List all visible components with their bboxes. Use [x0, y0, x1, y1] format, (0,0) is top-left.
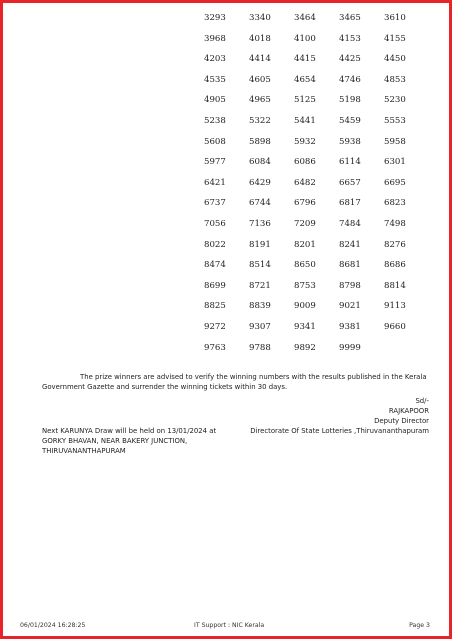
winning-number: 9763 — [204, 342, 226, 353]
winning-number: 8825 — [204, 301, 226, 312]
winning-number: 4100 — [294, 33, 316, 44]
next-draw-venue: GORKY BHAVAN, NEAR BAKERY JUNCTION, — [42, 437, 188, 445]
winning-number: 7484 — [339, 218, 361, 229]
winning-number: 5938 — [339, 136, 361, 147]
winning-number: 6301 — [384, 157, 406, 168]
winning-number: 8839 — [249, 301, 271, 312]
winning-number: 5230 — [384, 95, 406, 106]
winning-numbers-grid — [204, 13, 429, 363]
winning-number: 8753 — [294, 280, 316, 291]
winning-number: 9788 — [249, 342, 271, 353]
winning-number: 9307 — [249, 321, 271, 332]
winning-number: 5238 — [204, 115, 226, 126]
number-row — [204, 157, 429, 178]
winning-number: 6796 — [294, 198, 316, 209]
winning-number: 4450 — [384, 54, 406, 65]
number-row — [204, 178, 429, 199]
winning-number: 5198 — [339, 95, 361, 106]
winning-number: 4155 — [384, 33, 406, 44]
winning-number: 3340 — [249, 13, 271, 23]
winning-number: 9272 — [204, 321, 226, 332]
winning-number: 6695 — [384, 177, 406, 188]
winning-number: 4425 — [339, 54, 361, 65]
number-row — [204, 137, 429, 158]
signatory-department: Directorate Of State Lotteries ,Thiruvananthapuram — [250, 427, 429, 435]
winning-number: 3465 — [339, 13, 361, 23]
winning-number: 3293 — [204, 13, 226, 23]
winning-number: 4203 — [204, 54, 226, 65]
notice-line-1: The prize winners are advised to verify the winning numbers with the results published in the Kerala — [80, 373, 427, 381]
number-row — [204, 34, 429, 55]
winning-number: 6421 — [204, 177, 226, 188]
winning-number: 8201 — [294, 239, 316, 250]
winning-number: 4905 — [204, 95, 226, 106]
winning-number: 6744 — [249, 198, 271, 209]
signatory-designation: Deputy Director — [374, 417, 429, 425]
winning-number: 9113 — [384, 301, 406, 312]
winning-number: 5898 — [249, 136, 271, 147]
winning-number: 8699 — [204, 280, 226, 291]
winning-number: 7209 — [294, 218, 316, 229]
winning-number: 6482 — [294, 177, 316, 188]
number-row — [204, 116, 429, 137]
footer-support: IT Support : NIC Kerala — [194, 622, 265, 629]
winning-number: 8721 — [249, 280, 271, 291]
winning-number: 8191 — [249, 239, 271, 250]
winning-number: 4415 — [294, 54, 316, 65]
winning-number: 5125 — [294, 95, 316, 106]
winning-number: 8474 — [204, 260, 226, 271]
number-row — [204, 95, 429, 116]
number-row — [204, 240, 429, 261]
winning-number: 5977 — [204, 157, 226, 168]
winning-number: 6114 — [339, 157, 361, 168]
winning-number: 4605 — [249, 74, 271, 85]
winning-number: 4414 — [249, 54, 271, 65]
winning-number: 6737 — [204, 198, 226, 209]
winning-number: 6429 — [249, 177, 271, 188]
next-draw-city: THIRUVANANTHAPURAM — [42, 447, 126, 455]
footer-page-number: Page 3 — [409, 622, 430, 629]
winning-number: 7056 — [204, 218, 226, 229]
winning-number: 9381 — [339, 321, 361, 332]
winning-number: 9892 — [294, 342, 316, 353]
number-row — [204, 281, 429, 302]
winning-number: 5608 — [204, 136, 226, 147]
winning-number: 8686 — [384, 260, 406, 271]
signatory-name: RAJKAPOOR — [388, 407, 429, 415]
winning-number: 7498 — [384, 218, 406, 229]
winning-number: 8798 — [339, 280, 361, 291]
winning-number: 5553 — [384, 115, 406, 126]
number-row — [204, 75, 429, 96]
winning-number: 6086 — [294, 157, 316, 168]
winning-number: 5932 — [294, 136, 316, 147]
winning-number: 3968 — [204, 33, 226, 44]
winning-number: 3610 — [384, 13, 406, 23]
winning-number: 4746 — [339, 74, 361, 85]
winning-number: 8022 — [204, 239, 226, 250]
winning-number: 3464 — [294, 13, 316, 23]
number-row — [204, 301, 429, 322]
winning-number: 4153 — [339, 33, 361, 44]
winning-number: 4535 — [204, 74, 226, 85]
number-row — [204, 198, 429, 219]
number-row — [204, 13, 429, 34]
winning-number: 6817 — [339, 198, 361, 209]
winning-number: 5322 — [249, 115, 271, 126]
winning-number: 4654 — [294, 74, 316, 85]
winning-number: 4018 — [249, 33, 271, 44]
number-row — [204, 343, 429, 364]
signature-sd: Sd/- — [415, 397, 429, 405]
winning-number: 8276 — [384, 239, 406, 250]
winning-number: 6823 — [384, 198, 406, 209]
winning-number: 5958 — [384, 136, 406, 147]
winning-number: 4965 — [249, 95, 271, 106]
winning-number: 9660 — [384, 321, 406, 332]
winning-number: 9009 — [294, 301, 316, 312]
winning-number: 9341 — [294, 321, 316, 332]
winning-number: 5459 — [339, 115, 361, 126]
winning-number: 6084 — [249, 157, 271, 168]
winning-number: 8514 — [249, 260, 271, 271]
winning-number: 9021 — [339, 301, 361, 312]
winning-number: 7136 — [249, 218, 271, 229]
winning-number: 8681 — [339, 260, 361, 271]
next-draw-line-1: Next KARUNYA Draw will be held on 13/01/2024 at — [42, 427, 217, 435]
winning-number: 8241 — [339, 239, 361, 250]
winning-number: 8650 — [294, 260, 316, 271]
winning-number: 5441 — [294, 115, 316, 126]
winning-number: 6657 — [339, 177, 361, 188]
number-row — [204, 219, 429, 240]
winning-number: 4853 — [384, 74, 406, 85]
footer-timestamp: 06/01/2024 16:28:25 — [20, 622, 86, 629]
winning-number: 9999 — [339, 342, 361, 353]
notice-line-2: Government Gazette and surrender the winning tickets within 30 days. — [42, 383, 288, 391]
number-row — [204, 54, 429, 75]
number-row — [204, 260, 429, 281]
number-row — [204, 322, 429, 343]
winning-number: 8814 — [384, 280, 406, 291]
